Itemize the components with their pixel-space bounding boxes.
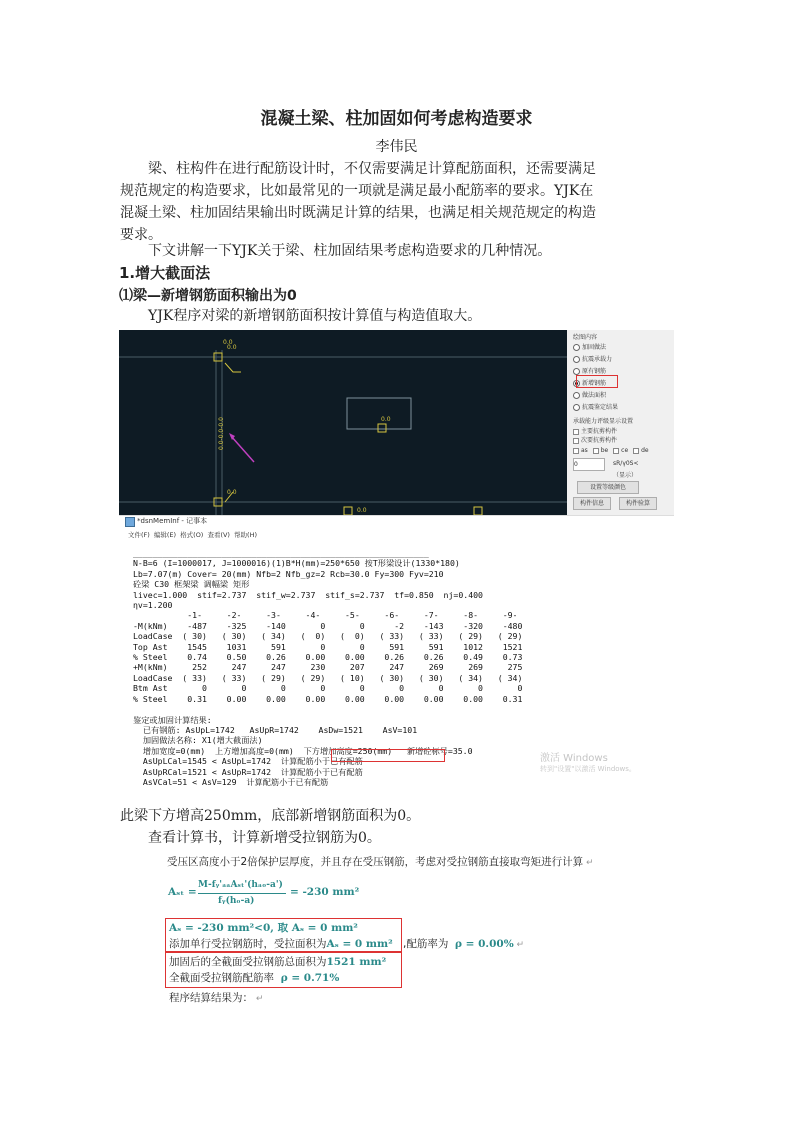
checkbox-icon xyxy=(573,429,579,435)
cad-drawing xyxy=(119,330,567,515)
formula-lhs: Aₛₜ = xyxy=(168,886,197,898)
program-result-line: 程序结算结果为： ↵ xyxy=(169,992,264,1004)
cad-label: 0.0 xyxy=(381,416,391,423)
notepad-line: AsUpLCal=1545 < AsUpL=1742 计算配筋小于已有配筋 xyxy=(133,756,363,767)
notepad-line: AsUpRCal=1521 < AsUpR=1742 计算配筋小于已有配筋 xyxy=(133,766,363,777)
radio-icon xyxy=(573,368,580,375)
cad-label: 0.0 xyxy=(227,344,237,351)
formula-numerator: M-fᵧ'ₐₐAₛₜ'(hₐₒ-a') xyxy=(198,880,283,890)
panel-sub-title: 承载能力评级显示设置 xyxy=(573,418,634,425)
notepad-line: livec=1.000 stif=2.737 stif_w=2.737 stif_s=2.737 tf=0.850 nj=0.400 xyxy=(133,589,483,600)
option-reinforcement-method[interactable]: 加固做法 xyxy=(573,342,606,351)
notepad-line: Btm Ast 0 0 0 0 0 0 0 0 0 xyxy=(133,683,523,694)
checkbox-icon[interactable] xyxy=(593,448,599,454)
notepad-icon xyxy=(125,517,135,527)
column-marker xyxy=(474,507,482,515)
formula-result: = -230 mm² xyxy=(290,886,360,898)
activation-watermark: 激活 Windows xyxy=(540,753,608,764)
fraction-bar xyxy=(198,893,286,894)
cad-label: 0.0 xyxy=(227,489,237,496)
intro-paragraph xyxy=(120,158,675,246)
total-area-line: 加固后的全截面受拉钢筋总面积为1521 mm² xyxy=(169,956,387,968)
option-existing-steel[interactable]: 原有钢筋 xyxy=(573,366,606,375)
ratio-input[interactable]: 0 xyxy=(573,458,605,471)
paragraph-mark-icon: ↵ xyxy=(253,994,264,1004)
notepad-line: Top Ast 1545 1031 591 0 0 591 591 1012 1521 xyxy=(133,641,523,652)
menu-help[interactable]: 帮助(H) xyxy=(234,531,258,539)
checkbox-icon[interactable] xyxy=(573,448,579,454)
radio-icon xyxy=(573,404,580,411)
notepad-line: -M(kNm) -487 -325 -140 0 0 -2 -143 -320 -480 xyxy=(133,620,523,631)
document-author: 李伟民 xyxy=(375,139,418,155)
notepad-line: 加固做法名称: X1(增大截面法) xyxy=(133,735,263,746)
notepad-line: ηv=1.200 xyxy=(133,600,173,611)
menu-file[interactable]: 文件(F) xyxy=(128,531,150,539)
formula-denominator: fᵧ(hₒ-a) xyxy=(218,896,255,906)
intro-line: 混凝土梁、柱加固结果输出时既满足计算的结果，也满足相关规范规定的构造 xyxy=(120,205,596,221)
document-title: 混凝土梁、柱加固如何考虑构造要求 xyxy=(260,109,533,129)
cad-viewport xyxy=(119,330,567,515)
notepad-line: +M(kNm) 252 247 247 230 207 247 269 269 275 xyxy=(133,662,523,673)
unit-label: （显示） xyxy=(613,472,638,479)
intro-line: 规范规定的构造要求，比如最常见的一项就是满足最小配筋率的要求。YJK在 xyxy=(120,183,594,199)
set-color-button[interactable]: 设置等级颜色 xyxy=(577,481,639,494)
notepad-line: LoadCase ( 33) ( 33) ( 29) ( 29) ( 10) ( 30) ( 30) ( 34) ( 34) xyxy=(133,672,523,683)
notepad-line: Lb=7.07(m) Cover= 20(mm) Nfb=2 Nfb_gz=2 Rcb=30.0 Fy=300 Fyv=210 xyxy=(133,568,444,579)
checkbox-icon[interactable] xyxy=(613,448,619,454)
notepad-line: % Steel 0.31 0.00 0.00 0.00 0.00 0.00 0.00 0.00 0.31 xyxy=(133,693,523,704)
menu-edit[interactable]: 编辑(E) xyxy=(153,531,177,539)
notepad-line: N-B=6 (I=1000017, J=1000016)(1)B*H(mm)=250*650 按T形梁设计(1330*180) xyxy=(133,558,460,569)
after-paragraph-1: 此梁下方增高250mm，底部新增钢筋面积为0。 xyxy=(120,808,421,824)
notepad-line: AsVCal=51 < AsV=129 计算配筋小于已有配筋 xyxy=(133,776,329,787)
panel-group-title: 绘图内容 xyxy=(573,334,598,341)
menu-view[interactable]: 查看(V) xyxy=(207,531,230,539)
as-result-line: Aₛ = -230 mm²<0, 取 Aₛ = 0 mm² xyxy=(169,922,358,934)
cad-label: 0.0 xyxy=(223,339,233,346)
radio-icon xyxy=(573,356,580,363)
radio-icon xyxy=(573,392,580,399)
pointer-arrow xyxy=(231,436,254,462)
option-seismic-capacity[interactable]: 抗震承载力 xyxy=(573,354,612,363)
notepad-line: 鉴定或加固计算结果: xyxy=(133,714,212,725)
activation-watermark-sub: 转到"设置"以激活 Windows。 xyxy=(540,765,636,773)
notepad-line: % Steel 0.74 0.50 0.26 0.00 0.00 0.26 0.26 0.49 0.73 xyxy=(133,652,523,663)
after-paragraph-2: 查看计算书，计算新增受拉钢筋为0。 xyxy=(148,830,381,846)
check-main-member[interactable]: 主要抗剪构件 xyxy=(573,426,617,435)
radio-icon xyxy=(573,344,580,351)
intro-line: 要求。 xyxy=(120,227,162,243)
subsection-heading: ⑴梁—新增钢筋面积输出为0 xyxy=(119,288,297,304)
mini-check-row: as be ce de xyxy=(573,447,649,454)
notepad-line: -1- -2- -3- -4- -5- -6- -7- -8- -9- xyxy=(133,610,518,621)
notepad-line: ____________________________________________________________ xyxy=(133,548,429,558)
window-title: *dsnMemInf - 记事本 xyxy=(137,517,208,525)
notepad-line: 已有钢筋: AsUpL=1742 AsUpR=1742 AsDw=1521 AsV=101 xyxy=(133,724,418,735)
notepad-line: LoadCase ( 30) ( 30) ( 34) ( 0) ( 0) ( 33) ( 33) ( 29) ( 29) xyxy=(133,631,523,642)
drawing-options-panel xyxy=(567,330,674,515)
member-check-button[interactable]: 构件验算 xyxy=(619,497,657,510)
option-seismic-result[interactable]: 抗震鉴定结果 xyxy=(573,402,618,411)
intro2-paragraph: 下文讲解一下YJK关于梁、柱加固结果考虑构造要求的几种情况。 xyxy=(148,243,552,259)
calc-line: 受压区高度小于2倍保护层厚度，并且存在受压钢筋，考虑对受拉钢筋直接取弯矩进行计算 ↵ xyxy=(167,856,594,868)
ratio-label: sR/γ0S< xyxy=(613,460,639,467)
column-marker xyxy=(344,507,352,515)
highlight-box xyxy=(576,375,618,388)
column-marker xyxy=(378,424,386,432)
cad-label: 0.0 xyxy=(357,507,367,514)
notepad-line: 砼梁 C30 框架梁 调幅梁 矩形 xyxy=(133,579,250,590)
single-row-line: 添加单行受拉钢筋时，受拉面积为Aₛ = 0 mm² xyxy=(169,938,393,950)
checkbox-icon xyxy=(573,438,579,444)
menu-bar xyxy=(128,530,257,539)
check-secondary-member[interactable]: 次要抗剪构件 xyxy=(573,435,617,444)
notepad-text-area[interactable] xyxy=(133,548,522,787)
cad-label-vertical: 0.0-0.0-0.0 xyxy=(218,417,225,450)
notepad-line xyxy=(133,704,522,714)
menu-format[interactable]: 格式(O) xyxy=(180,531,204,539)
ratio-line: ,配筋率为 ρ = 0.00% ↵ xyxy=(403,938,525,950)
option-new-steel[interactable]: 新增钢筋 xyxy=(573,378,606,387)
total-ratio-line: 全截面受拉钢筋配筋率 ρ = 0.71% xyxy=(169,972,340,984)
notepad-window xyxy=(119,515,674,796)
notepad-line: 增加宽度=0(mm) 上方增加高度=0(mm) 下方增加高度=250(mm) 新增砼标号=35.0 xyxy=(133,745,473,756)
section-heading: 1.增大截面法 xyxy=(119,264,211,282)
option-method-area[interactable]: 做法面积 xyxy=(573,390,606,399)
intro-line: 梁、柱构件在进行配筋设计时，不仅需要满足计算配筋面积，还需要满足 xyxy=(148,161,596,177)
member-info-button[interactable]: 构件信息 xyxy=(573,497,611,510)
paragraph-mark-icon: ↵ xyxy=(583,858,594,868)
program-paragraph: YJK程序对梁的新增钢筋面积按计算值与构造值取大。 xyxy=(148,308,482,324)
checkbox-icon[interactable] xyxy=(633,448,639,454)
leader-line xyxy=(225,363,241,372)
highlight-box xyxy=(331,749,445,762)
